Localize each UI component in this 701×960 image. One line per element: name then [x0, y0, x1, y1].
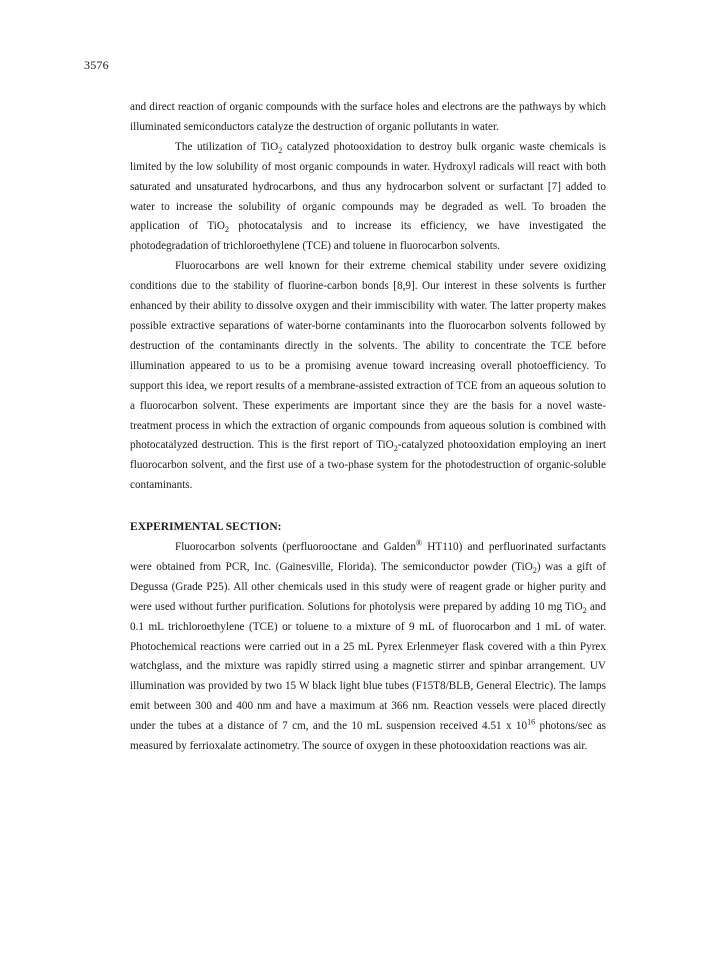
- page-number: 3576: [84, 58, 109, 72]
- body-text: [130, 98, 606, 757]
- registered-mark: ®: [415, 538, 423, 548]
- paragraph-fluorocarbons: [130, 257, 606, 496]
- text-span: catalyzed photooxidation to destroy bulk organic waste chemicals is limited by the low solubility of most organic compounds in water. Hydroxyl radicals will react with both saturated and unsaturated hydrocarbons, and thus any hydrocarbon solvent or surfactant [7] added to water to increase the solubility of organic compounds may be degraded as well. To broaden the application of TiO: [130, 140, 607, 233]
- text-span: and 0.1 mL trichloroethylene (TCE) or toluene to a mixture of 9 mL of fluorocarbon and 1 mL of water. Photochemical reactions were carried out in a 25 mL Pyrex Erlenmeyer flask covered with a thin Pyrex watchglass, and the mixture was rapidly stirred using a magnetic stirrer and spinbar arrangement. UV illumination was provided by two 15 W black light blue tubes (F15T8/BLB, General Electric). The lamps emit between 300 and 400 nm and have a maximum at 366 nm. Reaction vessels were placed directly under the tubes at a distance of 7 cm, and the 10 mL suspension received 4.51 x 10: [130, 600, 606, 733]
- text-span: The utilization of TiO: [175, 140, 279, 153]
- text-span: photons/sec as measured by ferrioxalate actinometry. The source of oxygen in these photooxidation reactions was air.: [130, 720, 606, 753]
- subscript: 2: [393, 444, 398, 454]
- text-span: Fluorocarbon solvents (perfluorooctane and Galden: [175, 541, 416, 554]
- paragraph-continuation: [130, 98, 606, 138]
- subscript: 2: [224, 225, 229, 235]
- text-span: -catalyzed photooxidation employing an inert fluorocarbon solvent, and the first use of a two-phase system for the photodestruction of organic-soluble contaminants.: [130, 439, 606, 492]
- text-span: HT110) and perfluorinated surfactants were obtained from PCR, Inc. (Gainesville, Florida). The semiconductor powder (TiO: [130, 541, 606, 573]
- subscript: 2: [278, 146, 283, 156]
- paragraph-experimental: [130, 538, 606, 757]
- paragraph-tio2-utilization: [130, 138, 606, 257]
- subscript: 2: [532, 566, 537, 576]
- subscript: 2: [582, 605, 587, 615]
- superscript: 16: [527, 717, 536, 727]
- text-span: photocatalysis and to increase its efficiency, we have investigated the photodegradation of trichloroethylene (TCE) and toluene in fluorocarbon solvents.: [130, 220, 606, 253]
- section-heading: EXPERIMENTAL SECTION:: [130, 521, 282, 534]
- text-span: ) was a gift of Degussa (Grade P25). All other chemicals used in this study were of reagent grade or higher purity and were used without further purification. Solutions for photolysis were prepared by adding 10 mg TiO: [130, 560, 606, 613]
- text-span: and direct reaction of organic compounds with the surface holes and electrons are the pathways by which illuminated semiconductors catalyze the destruction of organic pollutants in water.: [130, 101, 606, 133]
- text-span: Fluorocarbons are well known for their extreme chemical stability under severe oxidizing conditions due to the stability of fluorine-carbon bonds [8,9]. Our interest in these solvents is further enhanced by their ability to dissolve oxygen and their immiscibility with water. The latter property makes possible extractive separations of water-borne contaminants into the fluorocarbon solvents followed by destruction of the contaminants directly in the solvents. The ability to concentrate the TCE before illumination appeared to us to be a promising avenue toward increasing overall photoefficiency. To support this idea, we report results of a membrane-assisted extraction of TCE from an aqueous solution to a fluorocarbon solvent. These experiments are important since they are the basis for a novel waste-treatment process in which the extraction of organic compounds from aqueous solution is combined with photocatalyzed destruction. This is the first report of TiO: [130, 260, 606, 452]
